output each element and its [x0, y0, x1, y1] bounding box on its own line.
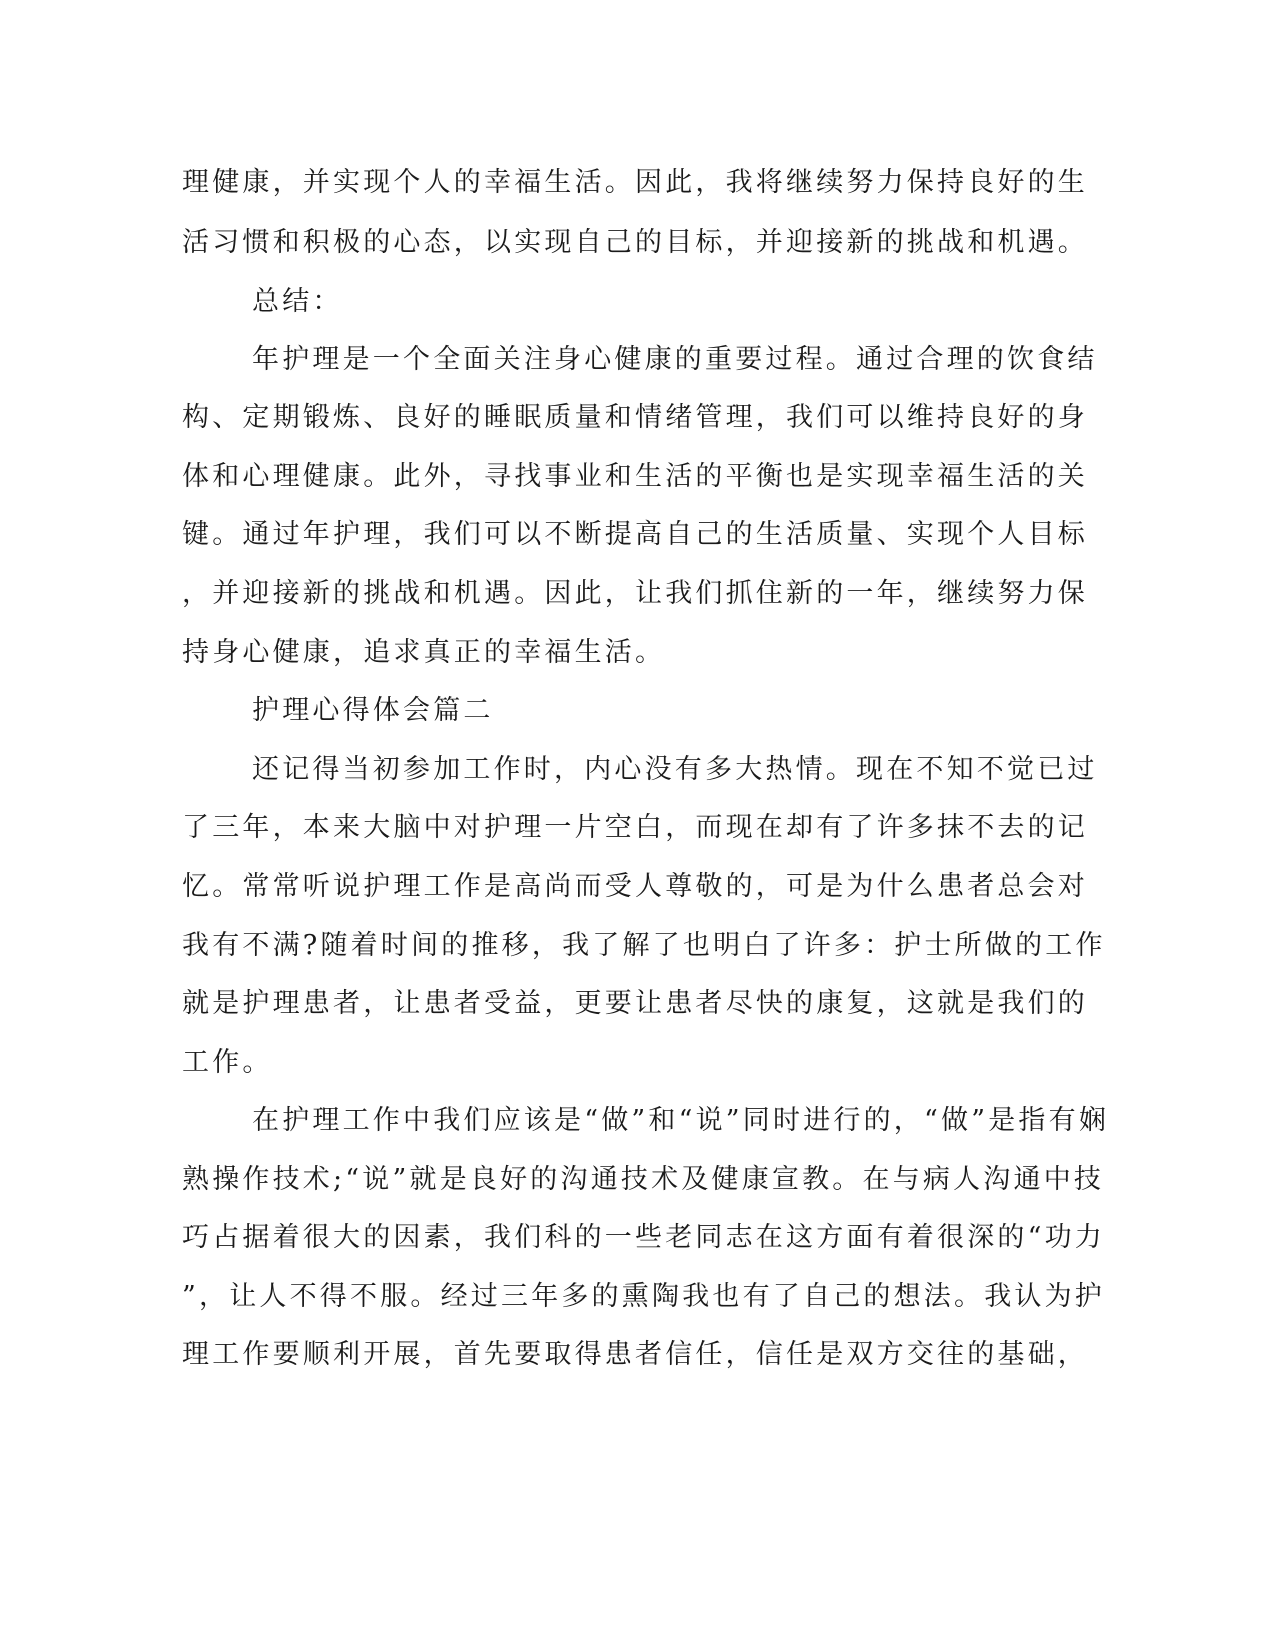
text-line: 理健康，并实现个人的幸福生活。因此，我将继续努力保持良好的生 [182, 167, 1088, 198]
text-line: 还记得当初参加工作时，内心没有多大热情。现在不知不觉已过 [252, 754, 1098, 785]
text-line: 忆。常常听说护理工作是高尚而受人尊敬的，可是为什么患者总会对 [182, 871, 1088, 902]
text-line: 年护理是一个全面关注身心健康的重要过程。通过合理的饮食结 [252, 344, 1098, 375]
text-line: 了三年，本来大脑中对护理一片空白，而现在却有了许多抹不去的记 [182, 812, 1088, 843]
section-heading: 总结： [252, 286, 343, 317]
text-line: 就是护理患者，让患者受益，更要让患者尽快的康复，这就是我们的 [182, 988, 1088, 1019]
text-line: 持身心健康，追求真正的幸福生活。 [182, 637, 666, 668]
text-line: 我有不满?随着时间的推移，我了解了也明白了许多：护士所做的工作 [182, 930, 1106, 961]
text-line: 理工作要顺利开展，首先要取得患者信任，信任是双方交往的基础， [182, 1339, 1088, 1370]
section-heading: 护理心得体会篇二 [252, 695, 494, 726]
text-line: 在护理工作中我们应该是“做”和“说”同时进行的，“做”是指有娴 [252, 1105, 1110, 1136]
text-line: 活习惯和积极的心态，以实现自己的目标，并迎接新的挑战和机遇。 [182, 227, 1088, 258]
text-line: 工作。 [182, 1047, 273, 1078]
text-line: 键。通过年护理，我们可以不断提高自己的生活质量、实现个人目标 [182, 519, 1088, 550]
text-line: 巧占据着很大的因素，我们科的一些老同志在这方面有着很深的“功力 [182, 1222, 1106, 1253]
text-line: 构、定期锻炼、良好的睡眠质量和情绪管理，我们可以维持良好的身 [182, 402, 1088, 433]
text-line: ，并迎接新的挑战和机遇。因此，让我们抓住新的一年，继续努力保 [182, 578, 1088, 609]
text-line: 熟操作技术;“说”就是良好的沟通技术及健康宣教。在与病人沟通中技 [182, 1164, 1105, 1195]
text-line: ”，让人不得不服。经过三年多的熏陶我也有了自己的想法。我认为护 [182, 1281, 1106, 1312]
text-line: 体和心理健康。此外，寻找事业和生活的平衡也是实现幸福生活的关 [182, 461, 1088, 492]
